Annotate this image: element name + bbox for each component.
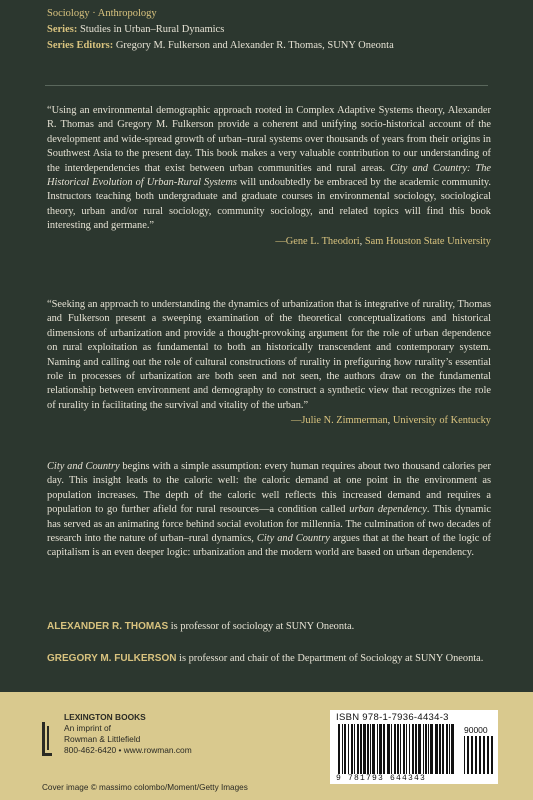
- barcode-bar: [372, 724, 375, 774]
- barcode-addon-bar: [464, 736, 465, 774]
- author-name: GREGORY M. FULKERSON: [47, 653, 177, 664]
- barcode-bar: [430, 724, 433, 774]
- barcode-bar: [357, 724, 359, 774]
- barcode-bar: [383, 724, 385, 774]
- barcode-bar: [387, 724, 390, 774]
- footer-band: [0, 692, 533, 800]
- barcode-bar: [451, 724, 454, 774]
- barcode-bar: [418, 724, 421, 774]
- publisher-info: [64, 712, 192, 756]
- blurb-text-part: will undoubtedly be embraced by the academic community. Instructors teaching both undergraduate and graduate courses in environmental sociology, sociological theory, urban and/or rural sociology, community sociology, and related topics will find this book interesting and germane.”: [47, 177, 491, 232]
- series-editors-line: [47, 38, 394, 54]
- barcode-bar: [338, 724, 340, 774]
- barcode-bar: [442, 724, 444, 774]
- description-text: begins with a simple assumption: every human requires about two thousand calories per day. This insight leads to the caloric well: the caloric demand at one point in the environment as population increases. The depth of the caloric well reflects this increased demand and requires a population to go further afield for rural resources—a condition called: [47, 461, 492, 516]
- barcode-bar: [363, 724, 366, 774]
- barcode-bar: [360, 724, 362, 774]
- barcode-bar: [397, 724, 399, 774]
- blurb-attribution: —Julie N. Zimmerman, University of Kentucky: [291, 415, 491, 427]
- barcode-bar: [370, 724, 371, 774]
- blurb-author: —Julie N. Zimmerman: [291, 415, 388, 427]
- header-divider: [45, 85, 488, 86]
- barcode-bar: [400, 724, 401, 774]
- barcode-addon-bar: [467, 736, 469, 774]
- barcode-bar: [449, 724, 450, 774]
- author-bio-text: is professor and chair of the Department of Sociology at SUNY Oneonta.: [176, 653, 484, 664]
- barcode-bar: [439, 724, 441, 774]
- barcode-bar: [415, 724, 417, 774]
- barcode-bar: [344, 724, 346, 774]
- cover-credit: Cover image © massimo colombo/Moment/Getty Images: [42, 783, 248, 792]
- barcode-bar: [342, 724, 343, 774]
- series-editors-label: Series Editors:: [47, 40, 114, 51]
- barcode-bar: [409, 724, 410, 774]
- barcode-addon-bar: [475, 736, 477, 774]
- lexington-logo-icon: [42, 722, 52, 756]
- series-header: [47, 6, 394, 54]
- author-bio-fulkerson: [47, 652, 491, 666]
- publisher-line: An imprint of: [64, 723, 112, 733]
- author-bio-thomas: [47, 620, 491, 634]
- series-line: [47, 22, 394, 38]
- blurb-attribution: —Gene L. Theodori, Sam Houston State University: [275, 235, 491, 247]
- blurb-text: [47, 104, 491, 234]
- blurb-zimmerman: [47, 298, 491, 429]
- book-title-italic: City and Country: [47, 461, 120, 472]
- barcode-addon-bar: [487, 736, 489, 774]
- publisher-name: LEXINGTON BOOKS: [64, 712, 146, 722]
- barcode-bar: [377, 724, 378, 774]
- description-text: . This dynamic has served as an animating force behind social evolution for millennia. The culmination of two decades of research into the nature of urban–rural dynamics,: [47, 504, 491, 545]
- price-code: 90000: [464, 725, 488, 735]
- book-title-italic: City and Country: [256, 533, 330, 545]
- barcode-bar: [367, 724, 369, 774]
- author-bio-text: is professor of sociology at SUNY Oneonta.: [168, 621, 355, 632]
- barcode-bar: [446, 724, 448, 774]
- barcode-addon-bar: [479, 736, 481, 774]
- barcode-bar: [425, 724, 427, 774]
- description-text: argues that at the heart of the logic of capitalism is an even deeper logic: urbanization and the modern world are based on urban dependency.: [47, 533, 492, 559]
- book-description: [47, 460, 491, 561]
- barcode-bar: [435, 724, 438, 774]
- series-editors-value: Gregory M. Fulkerson and Alexander R. Thomas, SUNY Oneonta: [115, 40, 394, 51]
- barcode-bar: [391, 724, 392, 774]
- barcode-addon-bar: [491, 736, 493, 774]
- barcode-bar: [412, 724, 414, 774]
- barcode-bar: [428, 724, 429, 774]
- ean-digits: 9 781793 644343: [336, 774, 427, 783]
- blurb-text: “Seeking an approach to understanding the dynamics of urbanization that is integrative of rurality, Thomas and Fulkerson present a sweeping examination of the theoretical conceptualizations and historical dimensions of urbanization and provide a thought-provoking argument for the role of urban dependence on rural exploitation as fundamental to both an historically transcendent and contemporary system. Naming and calling out the role of cultural constructions of rurality in prefiguring how rurality’s essential role in processes of urbanization are both seen and not seen, the authors draw on the fundamental relationship between environment and demography to construct a synthetic view that recognizes the role of rurality in facilitating the survival and vitality of the urban.”: [47, 299, 491, 411]
- series-label: Series:: [47, 24, 78, 35]
- publisher-line: Rowman & Littlefield: [64, 734, 141, 744]
- category-line: Sociology · Anthropology: [47, 8, 157, 19]
- book-title-italic: City and Country: The Historical Evolution of Urban-Rural Systems: [47, 162, 492, 189]
- barcode-bar: [354, 724, 355, 774]
- blurb-affiliation: Sam Houston State University: [364, 235, 491, 247]
- barcode-bar: [406, 724, 407, 774]
- term-italic: urban dependency: [349, 504, 427, 516]
- blurb-author: —Gene L. Theodori: [275, 235, 360, 247]
- blurb-text-part: “Using an environmental demographic approach rooted in Complex Adaptive Systems theory, Alexander R. Thomas and Gregory M. Fulkerson provide a coherent and unifying socio-historical account of the development and wide-spread growth of urban–rural systems over thousands of years from their origins in Southwest Asia to the present day. This book makes a very valuable contribution to our understanding of the interdependencies that exist between urban communities and rural areas.: [47, 105, 491, 174]
- barcode-bar: [423, 724, 424, 774]
- publisher-contact: 800-462-6420 • www.rowman.com: [64, 745, 192, 755]
- barcode-addon-bar: [483, 736, 485, 774]
- barcode-bar: [379, 724, 382, 774]
- barcode-bar: [403, 724, 405, 774]
- barcode-addon-bar: [471, 736, 473, 774]
- series-value: Studies in Urban–Rural Dynamics: [79, 24, 225, 35]
- blurb-theodori: [47, 104, 491, 249]
- author-name: ALEXANDER R. THOMAS: [47, 621, 169, 632]
- barcode-bar: [348, 724, 349, 774]
- barcode-bar: [394, 724, 396, 774]
- isbn-label: ISBN 978-1-7936-4434-3: [336, 712, 449, 723]
- blurb-affiliation: University of Kentucky: [392, 415, 491, 427]
- barcode-bar: [351, 724, 353, 774]
